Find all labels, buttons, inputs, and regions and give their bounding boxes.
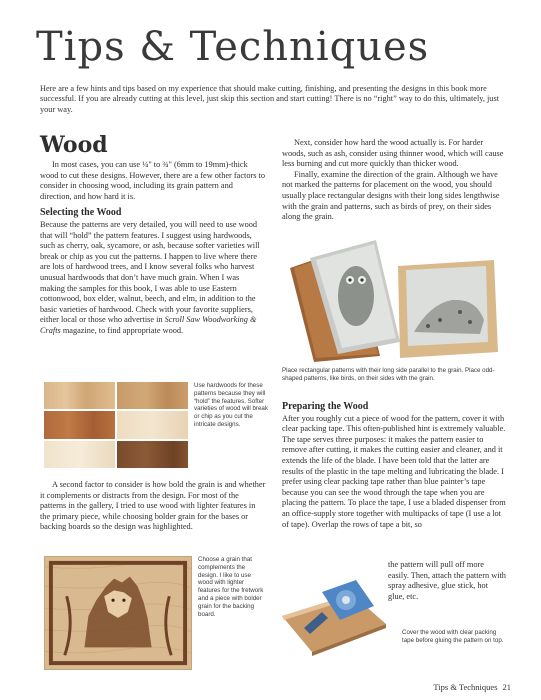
magazine-title: Scroll Saw Woodworking & Crafts <box>40 315 257 335</box>
wood-left-column-lower <box>40 480 266 533</box>
tape-caption: Cover the wood with clear packing tape before gluing the pattern on top. <box>402 629 504 644</box>
patterns-photo-caption: Place rectangular patterns with their long side parallel to the grain. Place odd-shaped patterns, like birds, on their sides with the grain. <box>282 367 495 382</box>
subheading-preparing-wood: Preparing the Wood <box>282 401 369 412</box>
owl-leopard-patterns-photo <box>280 238 506 362</box>
wolf-caption: Choose a grain that complements the design. I like to use wood with lighter features for the fretwork and a piece with bolder grain for the backing board. <box>198 556 264 618</box>
selecting-wood-paragraph <box>40 220 266 337</box>
preparing-wood-tail <box>388 560 506 602</box>
page-number: 21 <box>502 682 511 692</box>
footer-section-label: Tips & Techniques <box>433 682 498 692</box>
grain-paragraph: A second factor to consider is how bold the grain is and whether it complements or distracts from the design. For most of the patterns in the gallery, I tried to use wood with lighter features in the primary piece, while choosing bolder grain for the bases or backing boards so the design was highlighted. <box>40 480 266 532</box>
preparing-wood-section <box>282 402 506 530</box>
wood-intro-paragraph: In most cases, you can use ¼" to ¾" (6mm to 19mm)-thick wood to cut these designs. However, there are a few other factors to consider in choosing wood, including its grain pattern and direction, and how hard it is. <box>40 160 265 201</box>
grain-direction-paragraph: Finally, examine the direction of the grain. Although we have not marked the patterns for placement on the wood, you should usually place rectangular designs with their long sides lengthwise with the grain and patterns, such as birds of prey, on their sides along the grain. <box>282 169 500 222</box>
selecting-wood-end: magazine, to find appropriate wood. <box>60 325 184 335</box>
selecting-wood-text: Because the patterns are very detailed, you will need to use wood that will “hold” the pattern features. I suggest using hardwoods, such as cherry, oak, sycamore, or ash, because softer varieties will break or chip as you cut the patterns. I happen to live where there are lots of hardwood trees, and I know several folks who harvest unusual hardwoods that don’t have much grain. When I was making the samples for this book, I was able to use Eastern cottonwood, box elder, walnut, beech, and elm, in addition to the basic varieties of hardwood. Check with your favorite suppliers, either local or those who advertise in <box>40 219 260 325</box>
wood-sample-medium <box>117 382 188 409</box>
wolf-fretwork-image <box>44 556 192 670</box>
intro-paragraph: Here are a few hints and tips based on my experience that should make cutting, finishing, and presenting the designs in this book more successful. If you are already cutting at this level, just skip this section and start cutting! There is no “right” way to do this, ultimately, just your way. <box>40 84 499 114</box>
wood-samples-caption: Use hardwoods for these patterns because they will “hold” the features. Softer varieties of wood will break or chip as you cut the intricate designs. <box>194 382 268 428</box>
wood-sample-light <box>44 382 115 409</box>
page-footer <box>433 682 511 692</box>
wood-samples-image <box>44 382 188 468</box>
wood-left-column <box>40 160 266 337</box>
page-title: Tips & Techniques <box>36 24 430 70</box>
preparing-wood-tail-text: the pattern will pull off more easily. Then, attach the pattern with spray adhesive, glue stick, hot glue, etc. <box>388 560 506 601</box>
tape-dispenser-photo <box>282 562 386 658</box>
wood-sample-pale <box>117 411 188 438</box>
hardness-paragraph: Next, consider how hard the wood actually is. For harder woods, such as ash, consider using thinner wood, which will cause less burning and cut more quickly than thicker wood. <box>282 138 504 169</box>
section-heading-wood: Wood <box>40 132 108 158</box>
wood-sample-cream <box>44 441 115 468</box>
wood-sample-cherry <box>44 411 115 438</box>
wood-right-column <box>282 138 506 223</box>
preparing-wood-paragraph: After you roughly cut a piece of wood for the pattern, cover it with clear packing tape. This often-published hint is extremely valuable. The tape serves three purposes: it makes the pattern easier to remove after cutting, it makes the cutting easier and cleaner, and it extends the life of the blade. I have been told that the latter are results of the plastic in the tape melting and lubricating the blade. I prefer using clear packing tape rather than blue painter’s tape because you can see the wood through the tape when you are placing the pattern. To place the tape, I use a bladed dispenser from an office-supply store together with multipacks of tape (I use a lot of tape). Overlap the rows of tape a bit, so <box>282 413 506 529</box>
wood-sample-walnut <box>117 441 188 468</box>
subheading-selecting-wood: Selecting the Wood <box>40 207 122 219</box>
